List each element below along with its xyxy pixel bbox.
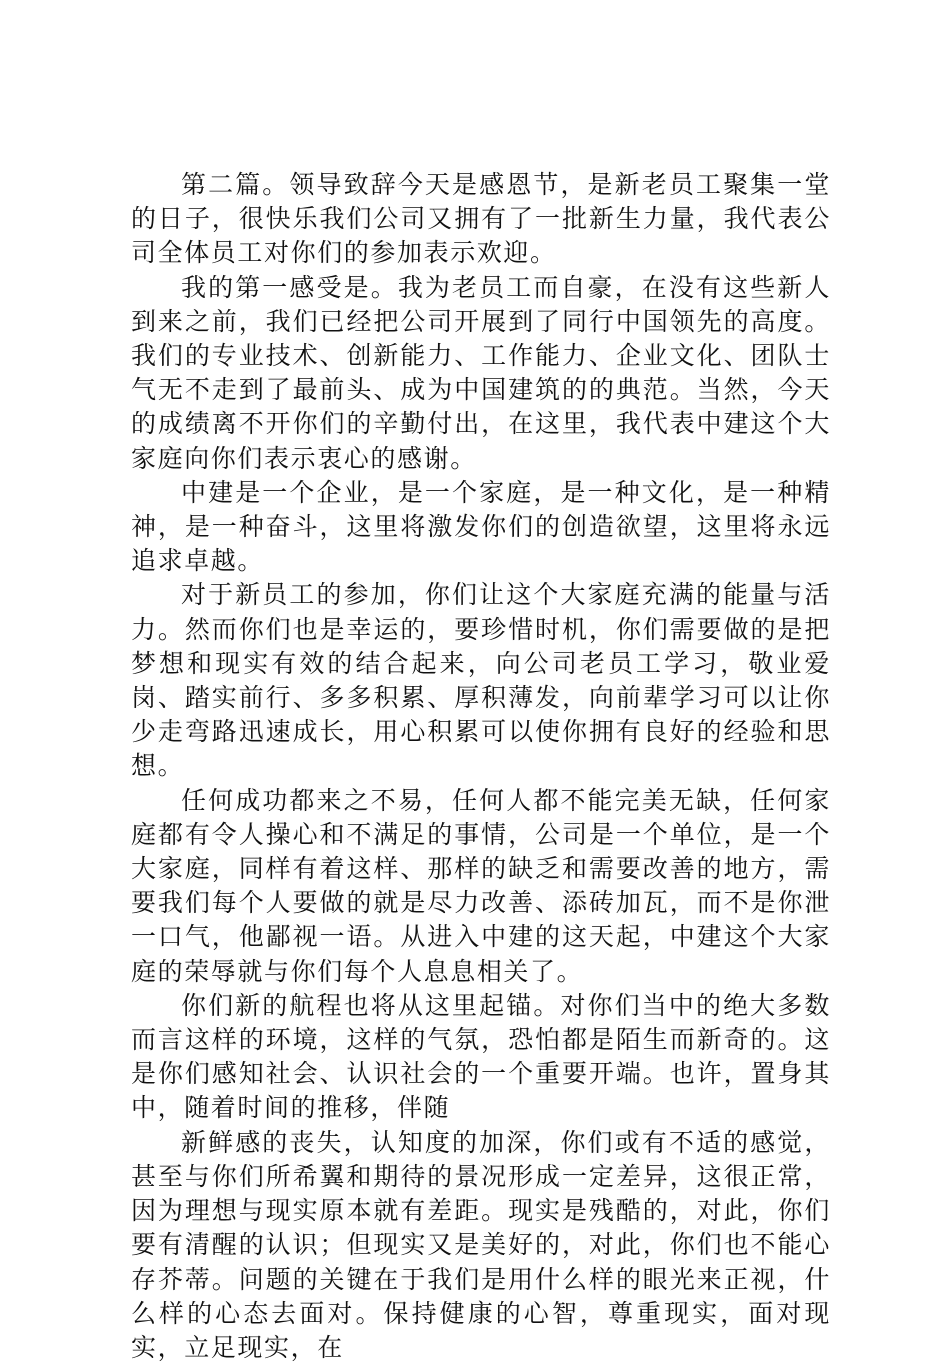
paragraph: 对于新员工的参加，你们让这个大家庭充满的能量与活力。然而你们也是幸运的，要珍惜时机，你们需要做的是把梦想和现实有效的结合起来，向公司老员工学习，敬业爱岗、踏实前行、多多积累、厚积薄发，向前辈学习可以让你少走弯路迅速成长，用心积累可以使你拥有良好的经验和思想。 <box>131 580 831 781</box>
paragraph: 新鲜感的丧失，认知度的加深，你们或有不适的感觉，甚至与你们所希翼和期待的景况形成一定差异，这很正常，因为理想与现实原本就有差距。现实是残酷的，对此，你们要有清醒的认识；但现实又是美好的，对此，你们也不能心存芥蒂。问题的关键在于我们是用什么样的眼光来正视，什么样的心态去面对。保持健康的心智，尊重现实，面对现实，立足现实，在 <box>131 1127 831 1362</box>
paragraph: 我的第一感受是。我为老员工而自豪，在没有这些新人到来之前，我们已经把公司开展到了同行中国领先的高度。我们的专业技术、创新能力、工作能力、企业文化、团队士气无不走到了最前头、成为中国建筑的的典范。当然，今天的成绩离不开你们的辛勤付出，在这里，我代表中建这个大家庭向你们表示衷心的感谢。 <box>131 272 831 473</box>
paragraph: 任何成功都来之不易，任何人都不能完美无缺，任何家庭都有令人操心和不满足的事情，公司是一个单位，是一个大家庭，同样有着这样、那样的缺乏和需要改善的地方，需要我们每个人要做的就是尽力改善、添砖加瓦，而不是你泄一口气，他鄙视一语。从进入中建的这天起，中建这个大家庭的荣辱就与你们每个人息息相关了。 <box>131 785 831 986</box>
document-body <box>131 168 831 1365</box>
paragraph: 中建是一个企业，是一个家庭，是一种文化，是一种精神，是一种奋斗，这里将激发你们的创造欲望，这里将永远追求卓越。 <box>131 477 831 576</box>
paragraph: 你们新的航程也将从这里起锚。对你们当中的绝大多数而言这样的环境，这样的气氛，恐怕都是陌生而新奇的。这是你们感知社会、认识社会的一个重要开端。也许，置身其中，随着时间的推移，伴随 <box>131 990 831 1123</box>
paragraph: 第二篇。领导致辞今天是感恩节，是新老员工聚集一堂的日子，很快乐我们公司又拥有了一批新生力量，我代表公司全体员工对你们的参加表示欢迎。 <box>131 170 831 268</box>
